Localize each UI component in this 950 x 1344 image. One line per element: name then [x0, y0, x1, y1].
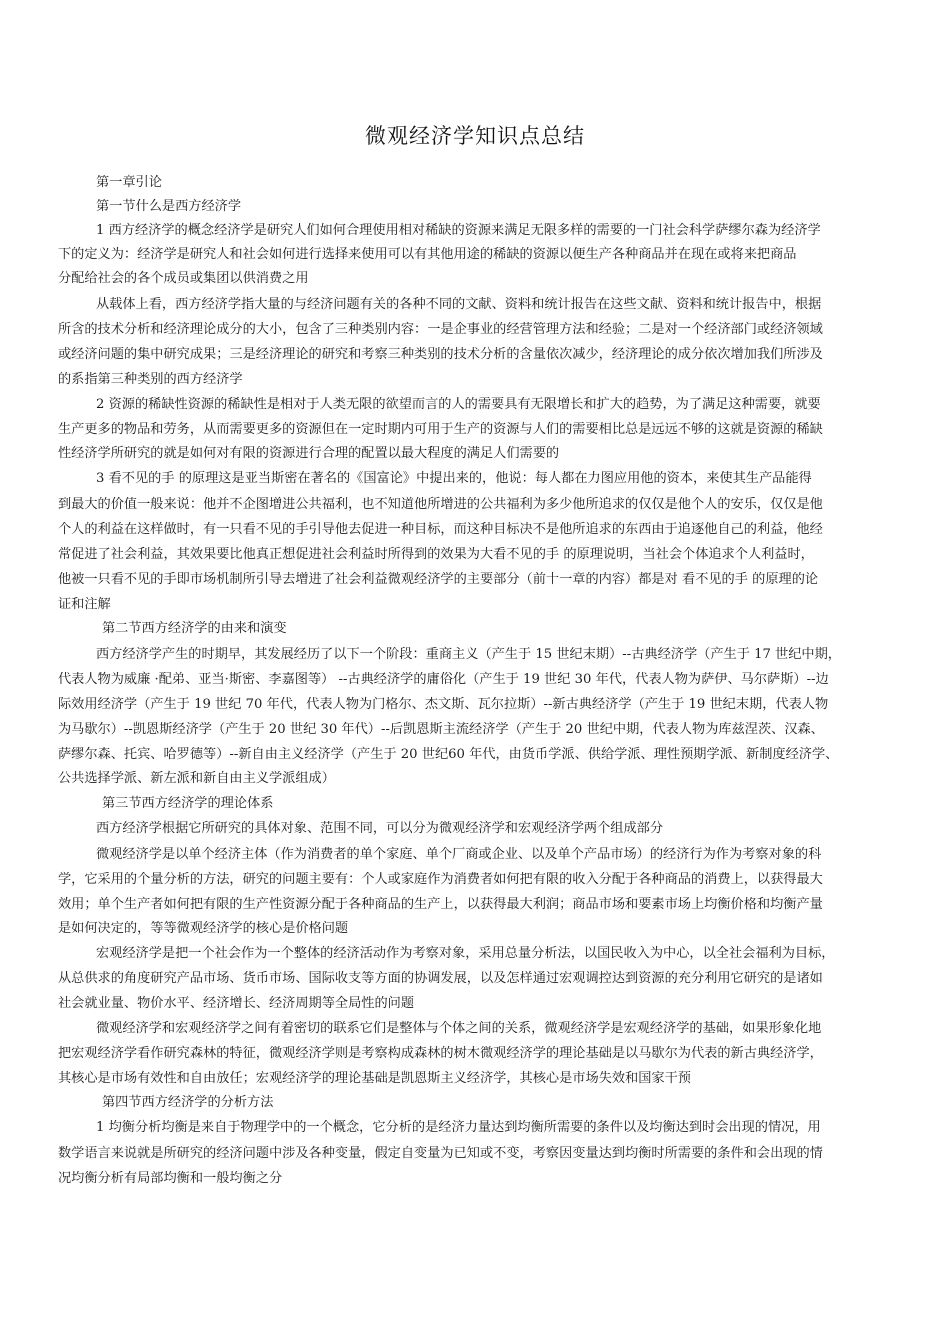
paragraph-line: 效用；单个生产者如何把有限的生产性资源分配于各种商品的生产上，以获得最大利润；商品市场和要素市场上均衡价格和均衡产量: [58, 897, 823, 912]
paragraph-line: 公共选择学派、新左派和新自由主义学派组成）: [58, 771, 335, 786]
chapter-heading: 第一章引论: [96, 175, 162, 190]
paragraph-line: 2 资源的稀缺性资源的稀缺性是相对于人类无限的欲望而言的人的需要具有无限增长和扩大的趋势，为了满足这种需要，就要: [96, 397, 821, 412]
paragraph-line: 到最大的价值一般来说：他并不企图增进公共福利，也不知道他所增进的公共福利为多少他所追求的仅仅是他个人的安乐，仅仅是他: [58, 497, 823, 512]
paragraph-line: 证和注解: [58, 597, 111, 612]
paragraph-line: 3 看不见的手 的原理这是亚当斯密在著名的《国富论》中提出来的，他说：每人都在力图应用他的资本，来使其生产品能得: [96, 471, 812, 486]
paragraph-line: 社会就业量、物价水平、经济增长、经济周期等全局性的问题: [58, 996, 415, 1011]
paragraph-line: 数学语言来说就是所研究的经济问题中涉及各种变量，假定自变量为已知或不变，考察因变量达到均衡时所需要的条件和会出现的情: [58, 1146, 823, 1161]
paragraph-line: 是如何决定的，等等微观经济学的核心是价格问题: [58, 921, 349, 936]
document-title: 微观经济学知识点总结: [365, 124, 585, 148]
paragraph-line: 微观经济学是以单个经济主体（作为消费者的单个家庭、单个厂商或企业、以及单个产品市场）的经济行为作为考察对象的科: [96, 847, 822, 862]
paragraph-line: 西方经济学产生的时期早，其发展经历了以下一个阶段：重商主义（产生于 15 世纪末期）--古典经济学（产生于 17 世纪中期，: [96, 647, 841, 662]
paragraph-line: 1 均衡分析均衡是来自于物理学中的一个概念，它分析的是经济力量达到均衡所需要的条件以及均衡达到时会出现的情况，用: [96, 1120, 821, 1135]
paragraph-line: 所含的技术分析和经济理论成分的大小，包含了三种类别内容：一是企事业的经营管理方法和经验；二是对一个经济部门或经济领域: [58, 322, 823, 337]
section-heading: 第二节西方经济学的由来和演变: [102, 621, 287, 636]
paragraph-line: 个人的利益在这样做时，有一只看不见的手引导他去促进一种目标，而这种目标决不是他所追求的东西由于追逐他自己的利益，他经: [58, 522, 823, 537]
section-heading: 第三节西方经济学的理论体系: [102, 796, 274, 811]
paragraph-line: 学，它采用的个量分析的方法，研究的问题主要有：个人或家庭作为消费者如何把有限的收入分配于各种商品的消费上，以获得最大: [58, 872, 823, 887]
paragraph-line: 宏观经济学是把一个社会作为一个整体的经济活动作为考察对象，采用总量分析法，以国民收入为中心，以全社会福利为目标，: [96, 946, 835, 961]
paragraph-line: 常促进了社会利益，其效果要比他真正想促进社会利益时所得到的效果为大看不见的手 的原理说明，当社会个体追求个人利益时，: [58, 547, 814, 562]
paragraph-line: 生产更多的物品和劳务，从而需要更多的资源但在一定时期内可用于生产的资源与人们的需要相比总是远远不够的这就是资源的稀缺: [58, 422, 823, 437]
paragraph-line: 他被一只看不见的手即市场机制所引导去增进了社会利益微观经济学的主要部分（前十一章的内容）都是对 看不见的手 的原理的论: [58, 572, 819, 587]
paragraph-line: 1 西方经济学的概念经济学是研究人们如何合理使用相对稀缺的资源来满足无限多样的需要的一门社会科学萨缪尔森为经济学: [96, 223, 821, 238]
paragraph-line: 西方经济学根据它所研究的具体对象、范围不同，可以分为微观经济学和宏观经济学两个组成部分: [96, 821, 664, 836]
paragraph-line: 把宏观经济学看作研究森林的特征，微观经济学则是考察构成森林的树木微观经济学的理论基础是以马歇尔为代表的新古典经济学，: [58, 1046, 823, 1061]
paragraph-line: 从总供求的角度研究产品市场、货币市场、国际收支等方面的协调发展，以及怎样通过宏观调控达到资源的充分利用它研究的是诸如: [58, 971, 823, 986]
section-heading: 第四节西方经济学的分析方法: [102, 1095, 274, 1110]
paragraph-line: 下的定义为：经济学是研究人和社会如何进行选择来使用可以有其他用途的稀缺的资源以便生产各种商品并在现在或将来把商品: [58, 247, 797, 262]
paragraph-line: 分配给社会的各个成员或集团以供消费之用: [58, 271, 309, 286]
paragraph-line: 况均衡分析有局部均衡和一般均衡之分: [58, 1171, 283, 1186]
section-heading: 第一节什么是西方经济学: [96, 199, 242, 214]
paragraph-line: 为马歇尔）--凯恩斯经济学（产生于 20 世纪 30 年代）--后凯恩斯主流经济学（产生于 20 世纪中期，代表人物为库兹涅茨、汉森、: [58, 722, 824, 737]
paragraph-line: 性经济学所研究的就是如何对有限的资源进行合理的配置以最大程度的满足人们需要的: [58, 446, 560, 461]
paragraph-line: 其核心是市场有效性和自由放任；宏观经济学的理论基础是凯恩斯主义经济学，其核心是市场失效和国家干预: [58, 1071, 691, 1086]
paragraph-line: 际效用经济学（产生于 19 世纪 70 年代，代表人物为门格尔、杰文斯、瓦尔拉斯）--新古典经济学（产生于 19 世纪末期，代表人物: [58, 697, 829, 712]
paragraph-line: 萨缪尔森、托宾、哈罗德等）--新自由主义经济学（产生于 20 世纪60 年代，由货币学派、供给学派、理性预期学派、新制度经济学、: [58, 747, 839, 762]
paragraph-line: 从载体上看，西方经济学指大量的与经济问题有关的各种不同的文献、资料和统计报告在这些文献、资料和统计报告中，根据: [96, 297, 822, 312]
paragraph-line: 微观经济学和宏观经济学之间有着密切的联系它们是整体与个体之间的关系，微观经济学是宏观经济学的基础，如果形象化地: [96, 1021, 822, 1036]
paragraph-line: 或经济问题的集中研究成果；三是经济理论的研究和考察三种类别的技术分析的含量依次减少，经济理论的成分依次增加我们所涉及: [58, 347, 823, 362]
paragraph-line: 代表人物为威廉 ·配弟、亚当·斯密、李嘉图等） --古典经济学的庸俗化（产生于 19 世纪 30 年代，代表人物为萨伊、马尔萨斯）--边: [58, 672, 829, 687]
paragraph-line: 的系指第三种类别的西方经济学: [58, 372, 243, 387]
